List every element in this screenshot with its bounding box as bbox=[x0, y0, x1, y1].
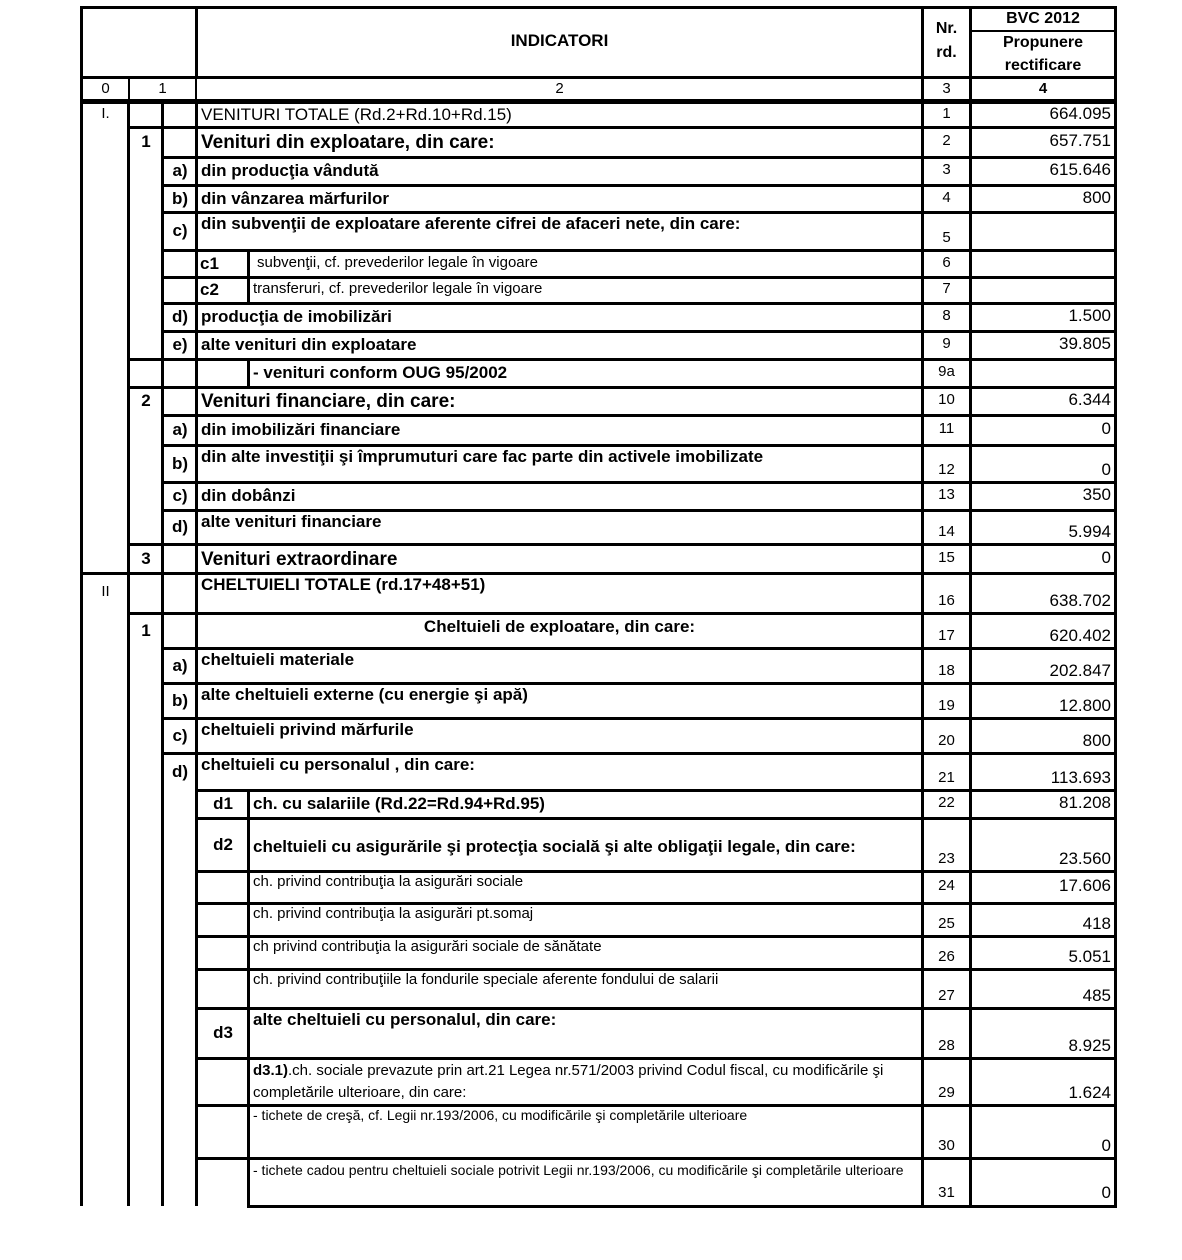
rule bbox=[161, 414, 1117, 417]
row-value: 5.051 bbox=[1068, 947, 1111, 966]
colnum-3: 3 bbox=[942, 80, 951, 97]
rule bbox=[80, 76, 1117, 79]
colnum-4: 4 bbox=[1038, 80, 1048, 97]
row-label: din imobilizări financiare bbox=[201, 420, 401, 439]
row-number: 27 bbox=[938, 987, 955, 1004]
row-label: ch privind contribuţia la asigurări sociale de sănătate bbox=[253, 938, 602, 955]
row-number: 9 bbox=[942, 335, 951, 352]
row-number: 5 bbox=[942, 229, 951, 246]
row-label: transferuri, cf. prevederilor legale în vigoare bbox=[253, 280, 543, 297]
row-value: 657.751 bbox=[1049, 131, 1111, 150]
row-number: 23 bbox=[938, 850, 955, 867]
row-value: 485 bbox=[1082, 986, 1111, 1005]
rule bbox=[161, 156, 1117, 159]
row-value: 1.624 bbox=[1068, 1083, 1111, 1102]
row-label: Cheltuieli de exploatare, din care: bbox=[423, 617, 696, 636]
rule bbox=[161, 249, 1117, 252]
rule bbox=[80, 6, 1117, 9]
row-number: 21 bbox=[938, 769, 955, 786]
row-letter: c) bbox=[172, 486, 188, 505]
row-label: producţia de imobilizări bbox=[201, 307, 392, 326]
row-section-number: 2 bbox=[141, 391, 151, 410]
row-value: 202.847 bbox=[1049, 661, 1111, 680]
row-sub-code: d1 bbox=[213, 794, 233, 813]
row-value: 0 bbox=[1101, 460, 1111, 479]
rule bbox=[127, 100, 130, 1206]
row-label: din alte investiţii şi împrumuturi care fac parte din activele imobilizate bbox=[201, 447, 764, 466]
rule bbox=[127, 358, 1117, 361]
row-label-text: .ch. sociale prevazute prin art.21 Legea nr.571/2003 privind Codul fiscal, cu modificările şi completările ulterioare, din care: bbox=[253, 1062, 884, 1101]
row-label: cheltuieli cu personalul , din care: bbox=[201, 755, 475, 774]
row-label: Venituri din exploatare, din care: bbox=[201, 132, 495, 153]
row-value: 17.606 bbox=[1059, 876, 1111, 895]
colnum-2: 2 bbox=[555, 80, 564, 97]
row-value: 6.344 bbox=[1068, 390, 1111, 409]
row-label: alte venituri financiare bbox=[201, 512, 382, 531]
row-sub-code: d3 bbox=[213, 1023, 233, 1042]
row-label: CHELTUIELI TOTALE (rd.17+48+51) bbox=[201, 575, 486, 594]
row-number: 18 bbox=[938, 662, 955, 679]
rule bbox=[127, 126, 1117, 129]
row-number: 25 bbox=[938, 915, 955, 932]
row-number: 10 bbox=[938, 391, 955, 408]
row-value: 0 bbox=[1101, 419, 1111, 438]
row-number: 20 bbox=[938, 732, 955, 749]
row-sub-code: c2 bbox=[200, 280, 219, 299]
row-value: 620.402 bbox=[1049, 626, 1111, 645]
row-letter: c) bbox=[172, 221, 188, 240]
rule bbox=[161, 330, 1117, 333]
rule bbox=[127, 386, 1117, 389]
row-number: 15 bbox=[938, 548, 955, 566]
row-label: cheltuieli privind mărfurile bbox=[201, 720, 414, 739]
row-number: 17 bbox=[938, 627, 955, 644]
row-number: 2 bbox=[942, 132, 951, 149]
row-letter: d) bbox=[171, 307, 189, 326]
rule bbox=[161, 100, 164, 1206]
row-number: 9a bbox=[938, 363, 955, 380]
row-letter: d) bbox=[171, 761, 189, 781]
row-number: 4 bbox=[942, 188, 951, 206]
row-label: VENITURI TOTALE (Rd.2+Rd.10+Rd.15) bbox=[201, 104, 512, 124]
row-number: 11 bbox=[938, 420, 955, 437]
row-label: din subvenţii de exploatare aferente cifrei de afaceri nete, din care: bbox=[201, 214, 741, 233]
rule bbox=[195, 789, 1117, 792]
row-letter: b) bbox=[171, 453, 189, 473]
row-section-number: 1 bbox=[141, 132, 151, 151]
row-label: ch. privind contribuţia la asigurări pt.somaj bbox=[253, 905, 534, 922]
row-label: - tichete de creşă, cf. Legii nr.193/2006, cu modificările şi completările ulterioare bbox=[253, 1107, 748, 1123]
rule bbox=[247, 1205, 1117, 1208]
row-roman-numeral: I. bbox=[101, 104, 110, 122]
row-value: 0 bbox=[1101, 547, 1111, 567]
row-label: din producţia vândută bbox=[201, 161, 379, 180]
header-propunere: Propunere bbox=[1002, 34, 1083, 51]
row-label: alte cheltuieli cu personalul, din care: bbox=[253, 1010, 557, 1029]
row-value: 39.805 bbox=[1059, 334, 1111, 353]
header-nr: Nr. bbox=[935, 20, 958, 37]
row-value: 23.560 bbox=[1059, 849, 1111, 868]
row-number: 24 bbox=[938, 877, 955, 894]
row-value: 12.800 bbox=[1059, 696, 1111, 715]
rule bbox=[80, 6, 83, 1206]
rule bbox=[247, 359, 250, 387]
row-number: 6 bbox=[942, 253, 951, 271]
row-letter: a) bbox=[172, 420, 188, 439]
row-label: cheltuieli cu asigurările şi protecţia socială şi alte obligaţii legale, din care: bbox=[253, 836, 856, 856]
header-rd: rd. bbox=[936, 44, 957, 61]
row-number: 14 bbox=[938, 523, 955, 540]
row-label: Venituri extraordinare bbox=[201, 548, 398, 570]
row-letter: a) bbox=[172, 161, 188, 180]
colnum-1: 1 bbox=[158, 80, 167, 97]
row-label-code: d3.1) bbox=[253, 1062, 289, 1079]
row-number: 28 bbox=[938, 1037, 955, 1054]
row-section-number: 1 bbox=[141, 620, 151, 640]
row-label: - tichete cadou pentru cheltuieli sociale potrivit Legii nr.193/2006, cu modificările şi completările ulterioare bbox=[253, 1162, 904, 1178]
rule bbox=[127, 612, 1117, 615]
row-label: ch. cu salariile (Rd.22=Rd.94+Rd.95) bbox=[253, 794, 545, 813]
row-section-number: 3 bbox=[141, 548, 151, 568]
row-value: 1.500 bbox=[1068, 306, 1111, 325]
rule bbox=[195, 78, 197, 102]
row-value: 800 bbox=[1082, 187, 1111, 207]
row-roman-numeral: II bbox=[101, 583, 110, 600]
row-number: 1 bbox=[942, 104, 951, 122]
row-number: 22 bbox=[938, 794, 955, 811]
row-sub-code: d2 bbox=[213, 834, 233, 854]
rule bbox=[970, 30, 1117, 32]
row-value: 418 bbox=[1082, 914, 1111, 933]
header-rectificare: rectificare bbox=[1004, 57, 1082, 74]
row-number: 12 bbox=[938, 461, 955, 478]
row-letter: b) bbox=[171, 690, 189, 710]
rule bbox=[161, 302, 1117, 305]
row-label: alte venituri din exploatare bbox=[201, 335, 417, 354]
row-number: 16 bbox=[938, 592, 955, 609]
row-value: 638.702 bbox=[1049, 591, 1111, 610]
header-indicatori: INDICATORI bbox=[510, 31, 609, 50]
row-label: ch. privind contribuţiile la fondurile speciale aferente fondului de salarii bbox=[253, 971, 719, 988]
rule bbox=[127, 543, 1117, 546]
row-number: 3 bbox=[942, 161, 951, 178]
row-value: 0 bbox=[1101, 1136, 1111, 1155]
row-value: 0 bbox=[1101, 1183, 1111, 1202]
row-sub-code: c1 bbox=[200, 253, 219, 273]
row-label: Venituri financiare, din care: bbox=[201, 391, 456, 412]
row-value: 615.646 bbox=[1049, 160, 1111, 179]
rule bbox=[161, 276, 1117, 279]
row-value: 5.994 bbox=[1068, 522, 1111, 541]
row-label: din vânzarea mărfurilor bbox=[201, 188, 390, 208]
row-value: 664.095 bbox=[1049, 103, 1111, 123]
row-label bbox=[253, 1060, 913, 1104]
row-value: 113.693 bbox=[1050, 768, 1111, 787]
row-label: subvenţii, cf. prevederilor legale în vigoare bbox=[257, 253, 538, 271]
rule bbox=[161, 481, 1117, 484]
row-label: din dobânzi bbox=[201, 486, 296, 505]
row-letter: e) bbox=[172, 335, 188, 354]
row-value: 800 bbox=[1082, 731, 1111, 750]
row-letter: c) bbox=[172, 725, 188, 745]
row-number: 26 bbox=[938, 948, 955, 965]
row-label: - venituri conform OUG 95/2002 bbox=[253, 363, 508, 382]
row-letter: b) bbox=[171, 188, 189, 208]
row-number: 31 bbox=[938, 1184, 955, 1201]
row-number: 7 bbox=[942, 280, 951, 297]
row-value: 350 bbox=[1082, 485, 1111, 504]
row-number: 13 bbox=[938, 486, 955, 503]
row-number: 8 bbox=[942, 307, 951, 324]
row-number: 29 bbox=[938, 1084, 955, 1101]
rule bbox=[195, 817, 1117, 820]
header-bvc: BVC 2012 bbox=[1006, 10, 1080, 27]
row-value: 81.208 bbox=[1059, 793, 1111, 812]
row-label: cheltuieli materiale bbox=[201, 650, 355, 669]
row-label: alte cheltuieli externe (cu energie şi apă) bbox=[201, 685, 528, 704]
row-label: ch. privind contribuţia la asigurări sociale bbox=[253, 873, 524, 890]
row-number: 19 bbox=[938, 697, 955, 714]
row-value: 8.925 bbox=[1068, 1036, 1111, 1055]
row-letter: d) bbox=[171, 517, 189, 536]
row-letter: a) bbox=[172, 655, 188, 675]
row-number: 30 bbox=[938, 1137, 955, 1154]
colnum-0: 0 bbox=[101, 80, 110, 97]
